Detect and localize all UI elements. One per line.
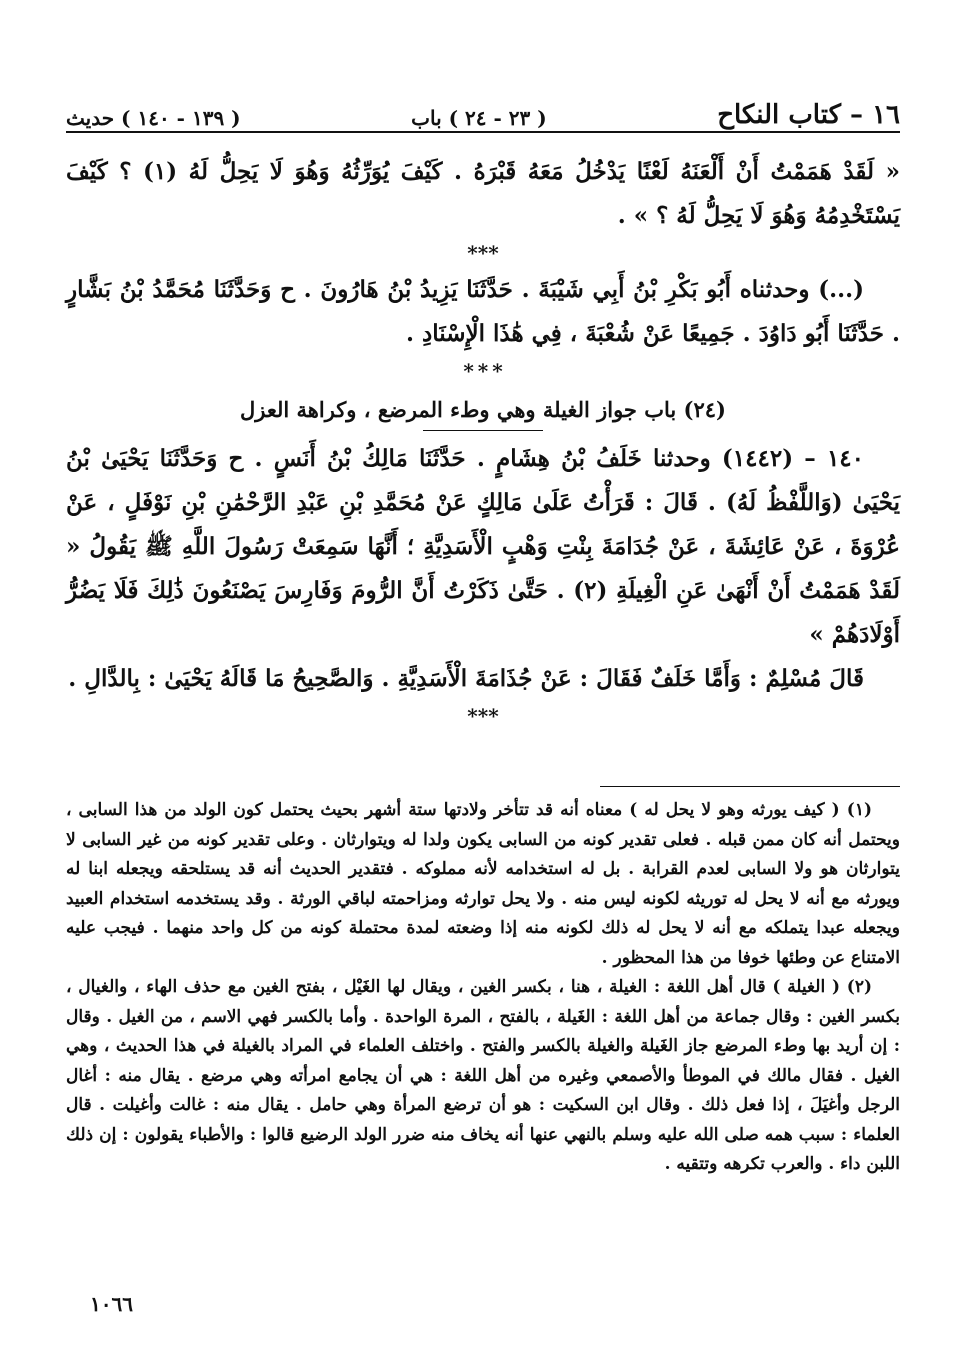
separator-stars: * * * — [463, 359, 503, 383]
hadith-range: ( ١٣٩ - ١٤٠ ) حديث — [66, 106, 241, 130]
bab-range: ( ٢٣ - ٢٤ ) باب — [411, 106, 547, 130]
chapter-heading: (٢٤) باب جواز الغيلة وهي وطء المرضع ، وكراهة العزل — [240, 397, 726, 422]
header-right-group — [717, 100, 900, 130]
main-text — [66, 150, 900, 731]
paragraph-4: قَالَ مُسْلِمٌ : وَأَمَّا خَلَفٌ فَقَالَ : عَنْ جُذَامَةَ الْأَسَدِيَّةِ . وَالصَّحِيحُ مَا قَالَهُ يَحْيَىٰ : بِالدَّالِ . — [68, 665, 864, 692]
footnote-2: (٢) ( الغيلة ) قال أهل اللغة : الغيلة ، هنا ، بكسر الغين ، ويقال لها الغَيْل ، بفتح الغين مع حذف الهاء ، والغيال ، بكسر الغين : وقال جماعة من أهل اللغة : الغَيلة ، بالفتح ، المرة الواحدة . وأما بالكسر فهي الاسم ، من الغيل . وقال : إن أريد بها وطء المرضع جاز الغَيلة والغيلة بالكسر والفتح . واختلف العلماء في المراد بالغيلة في هذا الحديث ، وهي الغيل . فقال مالك في الموطأ والأصمعي وغيره من أهل اللغة : هي أن يجامع امرأته وهي مرضع . يقال منه : أغال الرجل وأغيَلَ ، إذا فعل ذلك . وقال ابن السكيت : هو أن ترضع المرأة وهي حامل . يقال منه : غالت وأغيلت . قال العلماء : سبب همه صلى الله عليه وسلم بالنهي عنها أنه يخاف منه ضرر الولد الرضيع قالوا : والأطباء يقولون : إن ذلك اللبن داء . والعرب تكرهه وتتقيه . — [66, 977, 900, 1174]
page-title: ١٦ – كتاب النكاح — [717, 100, 900, 130]
footnote-rule — [600, 786, 900, 787]
paragraph-2: (...) وحدثناه أَبُو بَكْرِ بْنُ أَبِي شَيْبَةَ . حَدَّثَنَا يَزِيدُ بْنُ هَارُونَ . ح وَحَدَّثَنَا مُحَمَّدُ بْنُ بَشَّارٍ . حَدَّثَنَا أَبُو دَاوُدَ . جَمِيعًا عَنْ شُعْبَةَ ، فِي هَٰذَا الْإِسْنَادِ . — [66, 276, 900, 347]
paragraph-3: ١٤٠ – (١٤٤٢) وحدثنا خَلَفُ بْنُ هِشَامٍ . حَدَّثَنَا مَالِكُ بْنُ أَنَسٍ . ح وَحَدَّثَنَا يَحْيَىٰ بْنُ يَحْيَىٰ (وَاللَّفْظُ لَهُ) . قَالَ : قَرَأْتُ عَلَىٰ مَالِكٍ عَنْ مُحَمَّدِ بْنِ عَبْدِ الرَّحْمَٰنِ بْنِ نَوْفَلٍ ، عَنْ عُرْوَةَ ، عَنْ عَائِشَةَ ، عَنْ جُدَامَةَ بِنْتِ وَهْبٍ الْأَسَدِيَّةِ ؛ أَنَّهَا سَمِعَتْ رَسُولَ اللَّهِ ﷺ يَقُولُ « لَقَدْ هَمَمْتُ أَنْ أَنْهَىٰ عَنِ الْغِيلَةِ (٢) . حَتَّىٰ ذَكَرْتُ أَنَّ الرُّومَ وَفَارِسَ يَصْنَعُونَ ذَٰلِكَ فَلَا يَضُرُّ أَوْلَادَهُمْ » — [66, 445, 901, 648]
separator-stars: *** — [467, 704, 499, 728]
separator-stars: *** — [467, 241, 499, 265]
chapter-rule — [423, 430, 543, 431]
footnote-1: (١) ( كيف يورثه وهو لا يحل له ) معناه أنه قد تتأخر ولادتها ستة أشهر بحيث يحتمل كون الولد من هذا السابى ، ويحتمل أنه كان ممن قبله . فعلى تقدير كونه من السابى يكون ولدا له ويتوارثان . وعلى تقدير كونه من غير السابى لا يتوارثان هو ولا السابى لعدم القرابة . بل له استخدامه لأنه مملوكه . فتقدير الحديث أنه قد يستلحقه ويجعله ابنا له ويورثه مع أنه لا يحل له توريثه لكونه ليس منه . ولا يحل توارثه ومزاحمته لباقي الورثة . وقد يستخدمه استخدام العبيد ويجعله عبدا يتملكه مع أنه لا يحل له ذلك لكونه منه إذا وضعته لمدة محتملة كونه من كل واحد منهما . فيجب عليه الامتناع عن وطئها خوفا من هذا المحظور . — [66, 800, 900, 968]
page-number: ١٠٦٦ — [90, 1292, 133, 1316]
running-header — [66, 88, 900, 134]
header-rule — [66, 131, 900, 133]
paragraph-1: « لَقَدْ هَمَمْتُ أَنْ أَلْعَنَهُ لَعْنًا يَدْخُلُ مَعَهُ قَبْرَهُ . كَيْفَ يُوَرِّثُهُ وَهُوَ لَا يَحِلُّ لَهُ (١) ؟ كَيْفَ يَسْتَخْدِمُهُ وَهُوَ لَا يَحِلُّ لَهُ ؟ » . — [66, 158, 900, 229]
footnotes — [66, 796, 900, 1180]
